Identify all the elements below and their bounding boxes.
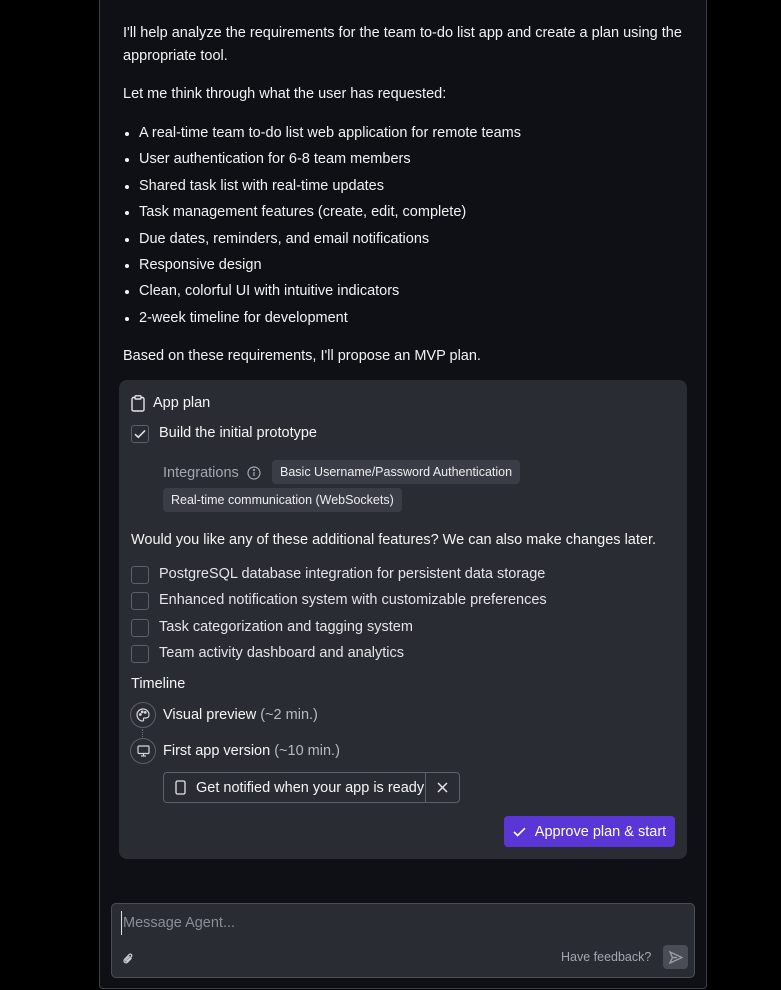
monitor-icon <box>130 738 156 764</box>
approve-plan-label: Approve plan & start <box>534 823 667 840</box>
send-icon <box>669 951 683 964</box>
timeline-title: Timeline <box>131 676 186 692</box>
timeline-item-duration: (~2 min.) <box>260 707 318 723</box>
feedback-link[interactable]: Have feedback? <box>561 950 652 964</box>
list-item: • Shared task list with real-time updates <box>139 173 521 199</box>
timeline-item-label: Visual preview <box>163 707 257 723</box>
notify-banner <box>163 772 460 803</box>
prototype-label: Build the initial prototype <box>159 425 317 441</box>
integration-chip-websockets: Real-time communication (WebSockets) <box>163 488 402 512</box>
feature-checkbox-dashboard[interactable] <box>131 645 149 663</box>
list-item: • User authentication for 6-8 team members <box>139 146 521 172</box>
check-icon <box>134 429 146 439</box>
list-item: • Task management features (create, edit, complete) <box>139 199 521 225</box>
requirements-list <box>123 120 521 331</box>
integrations-row <box>163 463 261 483</box>
feature-label-postgresql: PostgreSQL database integration for persistent data storage <box>159 566 546 582</box>
feature-checkbox-postgresql[interactable] <box>131 566 149 584</box>
timeline-item-label: First app version <box>163 743 271 759</box>
list-item: • Due dates, reminders, and email notifications <box>139 226 521 252</box>
phone-icon <box>175 780 186 795</box>
close-icon <box>437 782 448 793</box>
clipboard-icon <box>131 395 145 412</box>
feature-checkbox-notifications[interactable] <box>131 592 149 610</box>
integration-chip-auth: Basic Username/Password Authentication <box>272 460 520 484</box>
timeline-item-first-version <box>163 741 340 761</box>
notify-close-button[interactable] <box>425 773 459 802</box>
feature-checkbox-categorization[interactable] <box>131 619 149 637</box>
notify-button[interactable] <box>164 773 425 802</box>
list-item: • A real-time team to-do list web application for remote teams <box>139 120 521 146</box>
message-input[interactable] <box>121 911 665 935</box>
paperclip-icon[interactable] <box>120 950 136 968</box>
features-question: Would you like any of these additional features? We can also make changes later. <box>131 532 657 548</box>
message-think: Let me think through what the user has requested: <box>123 86 447 102</box>
list-item: • 2-week timeline for development <box>139 305 521 331</box>
integrations-label: Integrations <box>163 465 239 481</box>
list-item: • Clean, colorful UI with intuitive indicators <box>139 278 521 304</box>
list-item: • Responsive design <box>139 252 521 278</box>
palette-icon <box>130 702 156 728</box>
timeline-item-visual-preview <box>163 705 318 725</box>
app-plan-header <box>131 393 210 413</box>
notify-label: Get notified when your app is ready <box>196 779 425 796</box>
app-plan-title: App plan <box>153 395 211 411</box>
feature-label-notifications: Enhanced notification system with customizable preferences <box>159 592 547 608</box>
message-intro: I'll help analyze the requirements for the team to-do list app and create a plan using the appropriate tool. <box>123 25 682 64</box>
feature-label-categorization: Task categorization and tagging system <box>159 619 413 635</box>
check-icon <box>513 827 526 837</box>
send-button[interactable] <box>663 945 688 969</box>
message-closing: Based on these requirements, I'll propose an MVP plan. <box>123 348 481 364</box>
timeline-item-duration: (~10 min.) <box>274 743 340 759</box>
prototype-checkbox[interactable] <box>131 425 149 443</box>
feature-label-dashboard: Team activity dashboard and analytics <box>159 645 405 661</box>
approve-plan-button[interactable] <box>504 816 675 847</box>
info-icon[interactable] <box>247 466 261 480</box>
